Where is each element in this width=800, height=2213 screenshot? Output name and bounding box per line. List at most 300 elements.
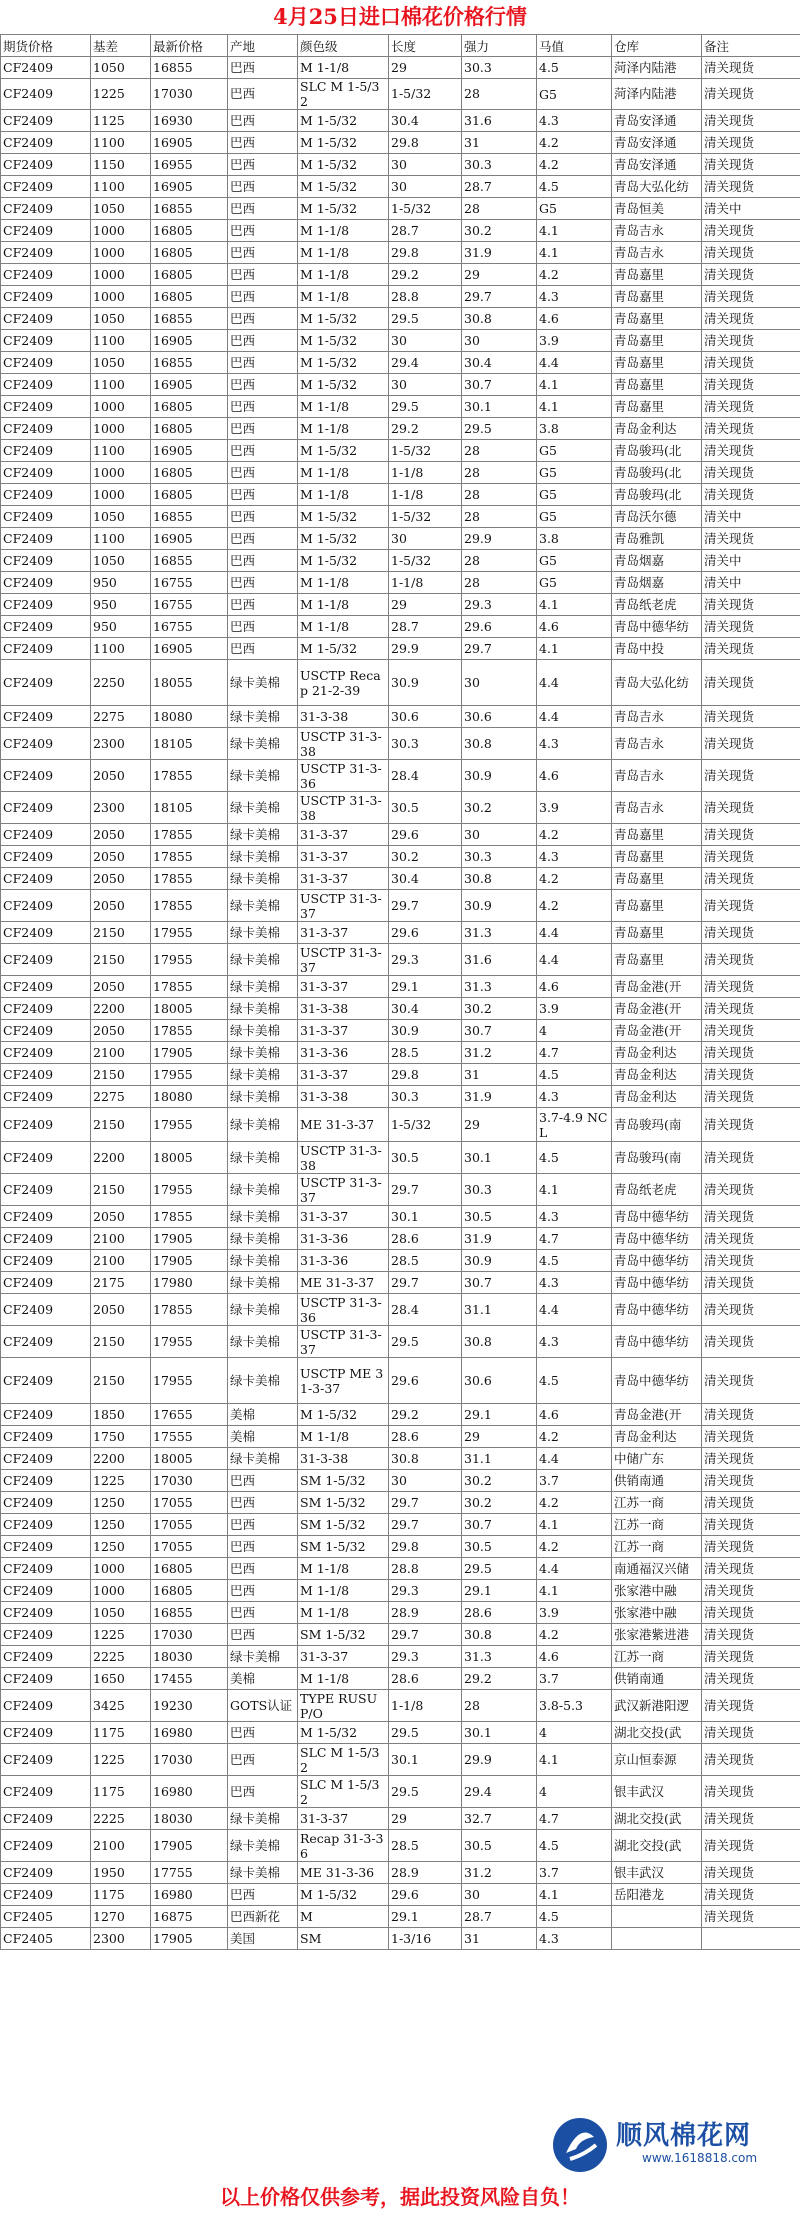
cell-futures: CF2409 (1, 890, 91, 922)
cell-length: 28.4 (389, 1294, 462, 1326)
cell-basis: 950 (91, 594, 151, 616)
cell-strength: 31.3 (462, 976, 537, 998)
cell-warehouse: 青岛安泽通 (612, 110, 702, 132)
table-row (1, 57, 800, 79)
cell-color-grade: M 1-5/32 (298, 176, 389, 198)
cell-remark: 清关现货 (702, 1862, 800, 1884)
cell-futures: CF2409 (1, 132, 91, 154)
cell-basis: 2150 (91, 1064, 151, 1086)
table-row (1, 1426, 800, 1448)
cell-futures: CF2409 (1, 418, 91, 440)
cell-color-grade: Recap 31-3-36 (298, 1830, 389, 1862)
table-row (1, 1906, 800, 1928)
table-row (1, 1928, 800, 1950)
table-row (1, 132, 800, 154)
cell-color-grade: ME 31-3-37 (298, 1108, 389, 1142)
table-row (1, 1884, 800, 1906)
cell-remark (702, 1928, 800, 1950)
table-row (1, 1862, 800, 1884)
cell-color-grade: 31-3-37 (298, 1020, 389, 1042)
cell-color-grade: M 1-1/8 (298, 396, 389, 418)
cell-color-grade: 31-3-36 (298, 1250, 389, 1272)
cell-origin: 绿卡美棉 (228, 1042, 298, 1064)
cell-remark: 清关现货 (702, 1830, 800, 1862)
cell-strength: 30.8 (462, 868, 537, 890)
cell-micronaire: 4.4 (537, 1558, 612, 1580)
cell-length: 1-1/8 (389, 484, 462, 506)
cell-length: 29.6 (389, 1884, 462, 1906)
table-row (1, 1448, 800, 1470)
cell-color-grade: M (298, 1906, 389, 1928)
cell-latest-price: 16955 (151, 154, 228, 176)
cell-origin: 绿卡美棉 (228, 976, 298, 998)
cell-color-grade: M 1-1/8 (298, 1558, 389, 1580)
cell-length: 28.9 (389, 1862, 462, 1884)
cell-remark: 清关现货 (702, 374, 800, 396)
cell-length: 29 (389, 57, 462, 79)
table-row (1, 846, 800, 868)
cell-futures: CF2409 (1, 572, 91, 594)
cell-basis: 1050 (91, 352, 151, 374)
cell-color-grade: M 1-5/32 (298, 1722, 389, 1744)
table-row (1, 1492, 800, 1514)
cell-micronaire: 4.4 (537, 944, 612, 976)
cell-futures: CF2409 (1, 868, 91, 890)
table-row (1, 286, 800, 308)
cell-futures: CF2409 (1, 1086, 91, 1108)
cell-remark: 清关现货 (702, 1470, 800, 1492)
cell-micronaire: 4.5 (537, 176, 612, 198)
cell-remark: 清关现货 (702, 1064, 800, 1086)
cell-strength: 28 (462, 484, 537, 506)
cell-warehouse: 岳阳港龙 (612, 1884, 702, 1906)
cell-remark: 清关现货 (702, 132, 800, 154)
cell-remark: 清关中 (702, 198, 800, 220)
cell-micronaire: 4.4 (537, 352, 612, 374)
cell-micronaire: G5 (537, 79, 612, 110)
cell-micronaire: 4.4 (537, 922, 612, 944)
cell-micronaire: 3.8 (537, 418, 612, 440)
cell-latest-price: 17955 (151, 922, 228, 944)
cell-basis: 1100 (91, 330, 151, 352)
cell-micronaire: G5 (537, 550, 612, 572)
cell-length: 29.7 (389, 1514, 462, 1536)
cell-origin: 绿卡美棉 (228, 728, 298, 760)
cell-warehouse: 中储广东 (612, 1448, 702, 1470)
cell-length: 28.7 (389, 220, 462, 242)
cell-micronaire: 3.7 (537, 1862, 612, 1884)
cell-micronaire: 4.1 (537, 1580, 612, 1602)
cell-basis: 1250 (91, 1536, 151, 1558)
cell-length: 29.4 (389, 352, 462, 374)
cell-latest-price: 17955 (151, 1174, 228, 1206)
cell-warehouse: 江苏一商 (612, 1514, 702, 1536)
cell-color-grade: SLC M 1-5/32 (298, 1744, 389, 1776)
cell-latest-price: 16855 (151, 198, 228, 220)
cell-remark: 清关现货 (702, 462, 800, 484)
cell-micronaire: G5 (537, 484, 612, 506)
cell-length: 29.7 (389, 890, 462, 922)
table-row (1, 1808, 800, 1830)
cell-color-grade: M 1-1/8 (298, 286, 389, 308)
cell-micronaire: 4.3 (537, 110, 612, 132)
cell-strength: 31 (462, 1064, 537, 1086)
cell-origin: 巴西 (228, 396, 298, 418)
cell-futures: CF2409 (1, 998, 91, 1020)
cell-strength: 29.6 (462, 616, 537, 638)
cell-warehouse: 青岛烟嘉 (612, 550, 702, 572)
cell-origin: 绿卡美棉 (228, 1862, 298, 1884)
cell-warehouse: 青岛骏玛(南 (612, 1142, 702, 1174)
cell-warehouse: 青岛嘉里 (612, 868, 702, 890)
cell-remark: 清关现货 (702, 1358, 800, 1404)
cell-warehouse: 青岛骏玛(北 (612, 462, 702, 484)
cell-strength: 30.3 (462, 57, 537, 79)
cell-futures: CF2409 (1, 660, 91, 706)
cell-basis: 1225 (91, 1744, 151, 1776)
cell-basis: 1050 (91, 198, 151, 220)
cell-origin: 美棉 (228, 1404, 298, 1426)
cell-basis: 2050 (91, 760, 151, 792)
cell-remark: 清关现货 (702, 638, 800, 660)
cell-basis: 1050 (91, 308, 151, 330)
cell-origin: 巴西 (228, 1722, 298, 1744)
cell-latest-price: 17905 (151, 1228, 228, 1250)
table-row (1, 1668, 800, 1690)
table-row (1, 1558, 800, 1580)
col-header-length: 长度 (389, 35, 462, 57)
cell-origin: 绿卡美棉 (228, 1142, 298, 1174)
cell-origin: 巴西 (228, 528, 298, 550)
cell-origin: 巴西 (228, 484, 298, 506)
cell-basis: 1000 (91, 418, 151, 440)
cell-color-grade: M 1-1/8 (298, 572, 389, 594)
cell-basis: 1750 (91, 1426, 151, 1448)
cell-micronaire: G5 (537, 506, 612, 528)
cell-origin: 巴西 (228, 594, 298, 616)
cell-warehouse: 青岛嘉里 (612, 330, 702, 352)
cell-warehouse: 青岛中德华纺 (612, 1206, 702, 1228)
cell-length: 29.5 (389, 1722, 462, 1744)
cell-basis: 1225 (91, 1470, 151, 1492)
table-row (1, 418, 800, 440)
cell-micronaire: 4.3 (537, 1326, 612, 1358)
cell-basis: 2225 (91, 1646, 151, 1668)
cell-strength: 30.7 (462, 374, 537, 396)
cell-origin: 绿卡美棉 (228, 1086, 298, 1108)
table-row (1, 1326, 800, 1358)
cell-strength: 29.5 (462, 1558, 537, 1580)
cell-warehouse: 青岛中德华纺 (612, 1358, 702, 1404)
cell-origin: 绿卡美棉 (228, 1294, 298, 1326)
cell-remark: 清关现货 (702, 1602, 800, 1624)
cell-warehouse: 青岛大弘化纺 (612, 660, 702, 706)
cell-remark: 清关现货 (702, 1142, 800, 1174)
table-row (1, 1602, 800, 1624)
cell-warehouse: 张家港中融 (612, 1602, 702, 1624)
table-row (1, 79, 800, 110)
cell-futures: CF2409 (1, 728, 91, 760)
cell-origin: 巴西 (228, 616, 298, 638)
cell-strength: 28 (462, 506, 537, 528)
cell-basis: 2150 (91, 1326, 151, 1358)
cell-latest-price: 17980 (151, 1272, 228, 1294)
cell-length: 30.4 (389, 868, 462, 890)
cell-length: 1-5/32 (389, 440, 462, 462)
cell-micronaire: 3.8-5.3 (537, 1690, 612, 1722)
table-row (1, 484, 800, 506)
table-row (1, 1020, 800, 1042)
cell-basis: 2050 (91, 824, 151, 846)
cell-remark: 清关现货 (702, 1722, 800, 1744)
cell-strength: 31.3 (462, 1646, 537, 1668)
cell-strength: 30 (462, 330, 537, 352)
cell-color-grade: 31-3-36 (298, 1228, 389, 1250)
cell-warehouse: 京山恒泰源 (612, 1744, 702, 1776)
cell-warehouse: 青岛骏玛(北 (612, 484, 702, 506)
cell-remark: 清关现货 (702, 944, 800, 976)
cell-futures: CF2409 (1, 706, 91, 728)
cell-remark: 清关现货 (702, 1690, 800, 1722)
cell-futures: CF2409 (1, 242, 91, 264)
cell-color-grade: USCTP 31-3-37 (298, 944, 389, 976)
cell-warehouse: 青岛嘉里 (612, 922, 702, 944)
cell-futures: CF2409 (1, 1808, 91, 1830)
cell-strength: 30 (462, 660, 537, 706)
cell-color-grade: USCTP 31-3-38 (298, 728, 389, 760)
cell-color-grade: 31-3-37 (298, 824, 389, 846)
cell-micronaire: 4.2 (537, 1536, 612, 1558)
cell-futures: CF2409 (1, 1020, 91, 1042)
table-row (1, 868, 800, 890)
cell-origin: 绿卡美棉 (228, 890, 298, 922)
cell-color-grade: SM 1-5/32 (298, 1624, 389, 1646)
cell-basis: 1175 (91, 1884, 151, 1906)
cell-warehouse: 张家港中融 (612, 1580, 702, 1602)
cell-origin: 巴西 (228, 1536, 298, 1558)
table-row (1, 1470, 800, 1492)
cell-latest-price: 16805 (151, 286, 228, 308)
cell-futures: CF2409 (1, 506, 91, 528)
cell-warehouse: 青岛大弘化纺 (612, 176, 702, 198)
cell-basis: 2200 (91, 1142, 151, 1174)
cell-latest-price: 16805 (151, 462, 228, 484)
cell-micronaire: 3.9 (537, 330, 612, 352)
cell-micronaire: 4.2 (537, 1426, 612, 1448)
cell-futures: CF2409 (1, 110, 91, 132)
cell-origin: 巴西 (228, 1580, 298, 1602)
cell-micronaire: 4.4 (537, 660, 612, 706)
cell-futures: CF2409 (1, 1064, 91, 1086)
cell-remark: 清关现货 (702, 154, 800, 176)
cell-strength: 29 (462, 1426, 537, 1448)
table-row (1, 440, 800, 462)
cell-origin: 巴西 (228, 110, 298, 132)
cell-length: 29.2 (389, 264, 462, 286)
cell-length: 1-1/8 (389, 462, 462, 484)
cell-basis: 1100 (91, 440, 151, 462)
cell-basis: 1250 (91, 1514, 151, 1536)
cell-latest-price: 16755 (151, 572, 228, 594)
cell-basis: 1950 (91, 1862, 151, 1884)
col-header-basis: 基差 (91, 35, 151, 57)
cell-origin: 绿卡美棉 (228, 760, 298, 792)
cell-warehouse: 青岛中德华纺 (612, 616, 702, 638)
cell-futures: CF2409 (1, 352, 91, 374)
cell-futures: CF2409 (1, 1492, 91, 1514)
cell-latest-price: 16755 (151, 594, 228, 616)
cell-latest-price: 16905 (151, 638, 228, 660)
cell-basis: 1000 (91, 1558, 151, 1580)
cell-micronaire: 4.3 (537, 1086, 612, 1108)
cell-remark: 清关现货 (702, 846, 800, 868)
cell-futures: CF2409 (1, 760, 91, 792)
cell-strength: 30.8 (462, 1326, 537, 1358)
cell-length: 29.7 (389, 1624, 462, 1646)
cell-origin: 巴西 (228, 1744, 298, 1776)
cell-basis: 2300 (91, 728, 151, 760)
table-row (1, 1174, 800, 1206)
cell-basis: 2150 (91, 944, 151, 976)
cell-warehouse: 南通福汉兴储 (612, 1558, 702, 1580)
cell-origin: 巴西 (228, 308, 298, 330)
cell-length: 30 (389, 374, 462, 396)
cell-latest-price: 17955 (151, 1358, 228, 1404)
cell-latest-price: 17030 (151, 1624, 228, 1646)
cell-strength: 29.5 (462, 418, 537, 440)
cell-basis: 2175 (91, 1272, 151, 1294)
cell-remark: 清关现货 (702, 706, 800, 728)
cell-color-grade: M 1-1/8 (298, 242, 389, 264)
cell-color-grade: USCTP 31-3-37 (298, 1326, 389, 1358)
cell-length: 1-1/8 (389, 1690, 462, 1722)
page-title: 4月25日进口棉花价格行情 (273, 4, 527, 29)
cell-basis: 2150 (91, 1358, 151, 1404)
cell-warehouse: 江苏一商 (612, 1646, 702, 1668)
cell-color-grade: M 1-5/32 (298, 1404, 389, 1426)
cell-color-grade: 31-3-38 (298, 706, 389, 728)
cell-origin: 巴西 (228, 220, 298, 242)
cell-micronaire: G5 (537, 198, 612, 220)
cell-length: 30.1 (389, 1744, 462, 1776)
table-row (1, 220, 800, 242)
cell-basis: 2050 (91, 1206, 151, 1228)
cell-remark: 清关现货 (702, 660, 800, 706)
cell-color-grade: SM (298, 1928, 389, 1950)
table-row (1, 154, 800, 176)
cell-length: 30.3 (389, 1086, 462, 1108)
cell-length: 29.6 (389, 824, 462, 846)
cell-micronaire: 4.1 (537, 638, 612, 660)
cell-latest-price: 17855 (151, 824, 228, 846)
cell-remark: 清关现货 (702, 79, 800, 110)
cell-latest-price: 16805 (151, 484, 228, 506)
cell-length: 28.7 (389, 616, 462, 638)
cell-futures: CF2409 (1, 976, 91, 998)
cell-basis: 1000 (91, 396, 151, 418)
cell-futures: CF2409 (1, 1668, 91, 1690)
cell-futures: CF2409 (1, 1690, 91, 1722)
cell-color-grade: SLC M 1-5/32 (298, 1776, 389, 1808)
cell-length: 30.8 (389, 1448, 462, 1470)
table-row (1, 1108, 800, 1142)
cell-remark: 清关现货 (702, 1646, 800, 1668)
cell-latest-price: 16905 (151, 132, 228, 154)
cell-warehouse: 青岛骏玛(北 (612, 440, 702, 462)
cell-strength: 28 (462, 1690, 537, 1722)
cell-length: 30.1 (389, 1206, 462, 1228)
cell-latest-price: 17905 (151, 1830, 228, 1862)
cell-warehouse: 青岛雅凯 (612, 528, 702, 550)
cell-warehouse: 青岛中德华纺 (612, 1228, 702, 1250)
cell-length: 30.6 (389, 706, 462, 728)
cell-origin: 绿卡美棉 (228, 792, 298, 824)
cell-latest-price: 16855 (151, 506, 228, 528)
cell-strength: 31.1 (462, 1448, 537, 1470)
col-header-color-grade: 颜色级 (298, 35, 389, 57)
cell-latest-price: 18005 (151, 1142, 228, 1174)
cell-origin: 美国 (228, 1928, 298, 1950)
cell-basis: 1000 (91, 1580, 151, 1602)
cell-latest-price: 17855 (151, 1206, 228, 1228)
cell-strength: 30.3 (462, 846, 537, 868)
cell-warehouse: 青岛金港(开 (612, 998, 702, 1020)
cell-remark: 清关现货 (702, 792, 800, 824)
cell-latest-price: 16930 (151, 110, 228, 132)
cell-basis: 1000 (91, 462, 151, 484)
cell-origin: 巴西 (228, 374, 298, 396)
cell-origin: 巴西 (228, 550, 298, 572)
cell-origin: 美棉 (228, 1668, 298, 1690)
cell-micronaire: 4.1 (537, 220, 612, 242)
cell-remark: 清关现货 (702, 1326, 800, 1358)
table-row (1, 824, 800, 846)
cell-color-grade: M 1-5/32 (298, 308, 389, 330)
cell-origin: 绿卡美棉 (228, 944, 298, 976)
table-row (1, 528, 800, 550)
cell-warehouse: 湖北交投(武 (612, 1830, 702, 1862)
cell-latest-price: 16805 (151, 1558, 228, 1580)
cell-color-grade: M 1-1/8 (298, 616, 389, 638)
cell-latest-price: 17905 (151, 1042, 228, 1064)
cell-length: 30.5 (389, 792, 462, 824)
cell-length: 28.6 (389, 1228, 462, 1250)
cell-strength: 30.6 (462, 1358, 537, 1404)
cell-length: 28.5 (389, 1250, 462, 1272)
cell-color-grade: M 1-5/32 (298, 198, 389, 220)
table-row (1, 1646, 800, 1668)
col-header-remark: 备注 (702, 35, 800, 57)
cell-basis: 1125 (91, 110, 151, 132)
cell-color-grade: M 1-5/32 (298, 528, 389, 550)
cell-origin: 绿卡美棉 (228, 1174, 298, 1206)
cell-latest-price: 17855 (151, 760, 228, 792)
cell-micronaire: 4.3 (537, 1206, 612, 1228)
cell-warehouse: 青岛金利达 (612, 1086, 702, 1108)
cell-length: 29.5 (389, 396, 462, 418)
cell-latest-price: 17555 (151, 1426, 228, 1448)
cell-micronaire: 3.8 (537, 528, 612, 550)
cell-length: 30.9 (389, 1020, 462, 1042)
cell-futures: CF2409 (1, 824, 91, 846)
cell-latest-price: 18030 (151, 1646, 228, 1668)
cell-micronaire: 3.7 (537, 1668, 612, 1690)
cell-length: 30.5 (389, 1142, 462, 1174)
cell-origin: 绿卡美棉 (228, 1448, 298, 1470)
cell-color-grade: 31-3-38 (298, 1086, 389, 1108)
cell-color-grade: M 1-5/32 (298, 132, 389, 154)
cell-micronaire: 4.2 (537, 154, 612, 176)
